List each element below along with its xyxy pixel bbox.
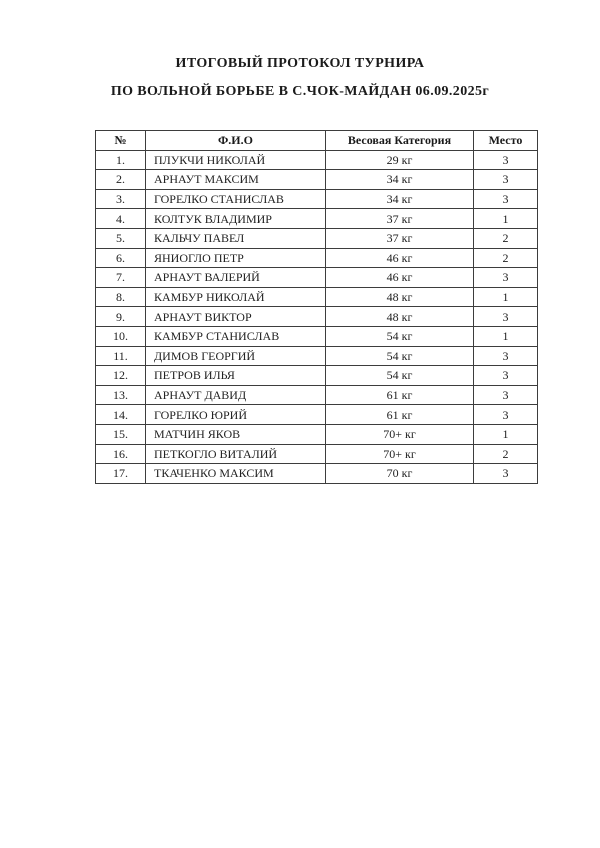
cell-weight-category: 46 кг (326, 268, 474, 288)
cell-row-number: 8. (96, 287, 146, 307)
cell-place: 2 (474, 248, 538, 268)
cell-place: 3 (474, 346, 538, 366)
header-number: № (96, 131, 146, 151)
cell-row-number: 13. (96, 385, 146, 405)
cell-row-number: 15. (96, 424, 146, 444)
table-row (96, 385, 538, 405)
cell-row-number: 10. (96, 326, 146, 346)
cell-weight-category: 54 кг (326, 366, 474, 386)
cell-row-number: 17. (96, 464, 146, 484)
cell-weight-category: 70+ кг (326, 444, 474, 464)
cell-athlete-name: ТКАЧЕНКО МАКСИМ (146, 464, 326, 484)
cell-athlete-name: ДИМОВ ГЕОРГИЙ (146, 346, 326, 366)
cell-athlete-name: ПЕТРОВ ИЛЬЯ (146, 366, 326, 386)
cell-row-number: 2. (96, 170, 146, 190)
header-weight-category: Весовая Категория (326, 131, 474, 151)
cell-place: 3 (474, 385, 538, 405)
table-row (96, 209, 538, 229)
document-title (0, 50, 600, 106)
cell-row-number: 12. (96, 366, 146, 386)
cell-weight-category: 46 кг (326, 248, 474, 268)
cell-athlete-name: ПЕТКОГЛО ВИТАЛИЙ (146, 444, 326, 464)
cell-athlete-name: КАМБУР НИКОЛАЙ (146, 287, 326, 307)
table-row (96, 424, 538, 444)
table-row (96, 248, 538, 268)
cell-weight-category: 48 кг (326, 287, 474, 307)
cell-weight-category: 61 кг (326, 385, 474, 405)
cell-athlete-name: МАТЧИН ЯКОВ (146, 424, 326, 444)
cell-place: 3 (474, 307, 538, 327)
cell-row-number: 4. (96, 209, 146, 229)
cell-row-number: 9. (96, 307, 146, 327)
cell-athlete-name: КАЛЬЧУ ПАВЕЛ (146, 228, 326, 248)
cell-place: 1 (474, 287, 538, 307)
header-place: Место (474, 131, 538, 151)
cell-place: 1 (474, 326, 538, 346)
cell-place: 3 (474, 189, 538, 209)
table-row (96, 444, 538, 464)
cell-row-number: 5. (96, 228, 146, 248)
cell-weight-category: 54 кг (326, 346, 474, 366)
table-row (96, 228, 538, 248)
cell-weight-category: 54 кг (326, 326, 474, 346)
cell-weight-category: 37 кг (326, 209, 474, 229)
cell-row-number: 14. (96, 405, 146, 425)
cell-place: 3 (474, 170, 538, 190)
table-row (96, 366, 538, 386)
table-row (96, 307, 538, 327)
table-row (96, 464, 538, 484)
header-name: Ф.И.О (146, 131, 326, 151)
cell-athlete-name: КАМБУР СТАНИСЛАВ (146, 326, 326, 346)
table-row (96, 268, 538, 288)
title-line-1: ИТОГОВЫЙ ПРОТОКОЛ ТУРНИРА (175, 56, 425, 71)
cell-weight-category: 70 кг (326, 464, 474, 484)
cell-row-number: 16. (96, 444, 146, 464)
cell-weight-category: 29 кг (326, 150, 474, 170)
cell-weight-category: 37 кг (326, 228, 474, 248)
cell-athlete-name: ГОРЕЛКО СТАНИСЛАВ (146, 189, 326, 209)
cell-athlete-name: КОЛТУК ВЛАДИМИР (146, 209, 326, 229)
cell-row-number: 6. (96, 248, 146, 268)
table-row (96, 346, 538, 366)
results-table (95, 130, 538, 484)
cell-row-number: 1. (96, 150, 146, 170)
cell-athlete-name: АРНАУТ МАКСИМ (146, 170, 326, 190)
cell-athlete-name: АРНАУТ ВИКТОР (146, 307, 326, 327)
cell-place: 3 (474, 150, 538, 170)
cell-weight-category: 34 кг (326, 170, 474, 190)
cell-place: 1 (474, 424, 538, 444)
table-row (96, 189, 538, 209)
cell-row-number: 3. (96, 189, 146, 209)
table-row (96, 150, 538, 170)
cell-place: 3 (474, 366, 538, 386)
cell-place: 3 (474, 405, 538, 425)
cell-weight-category: 34 кг (326, 189, 474, 209)
cell-athlete-name: ЯНИОГЛО ПЕТР (146, 248, 326, 268)
table-row (96, 287, 538, 307)
cell-row-number: 11. (96, 346, 146, 366)
title-line-2: ПО ВОЛЬНОЙ БОРЬБЕ В С.ЧОК-МАЙДАН 06.09.2025г (110, 84, 490, 99)
cell-weight-category: 70+ кг (326, 424, 474, 444)
cell-athlete-name: ПЛУКЧИ НИКОЛАЙ (146, 150, 326, 170)
cell-athlete-name: АРНАУТ ДАВИД (146, 385, 326, 405)
table-row (96, 170, 538, 190)
table-row (96, 405, 538, 425)
cell-athlete-name: АРНАУТ ВАЛЕРИЙ (146, 268, 326, 288)
cell-place: 3 (474, 268, 538, 288)
table-header-row (96, 131, 538, 151)
cell-place: 3 (474, 464, 538, 484)
cell-place: 1 (474, 209, 538, 229)
cell-place: 2 (474, 444, 538, 464)
cell-weight-category: 48 кг (326, 307, 474, 327)
table-row (96, 326, 538, 346)
cell-place: 2 (474, 228, 538, 248)
cell-row-number: 7. (96, 268, 146, 288)
table-body (96, 150, 538, 483)
cell-athlete-name: ГОРЕЛКО ЮРИЙ (146, 405, 326, 425)
cell-weight-category: 61 кг (326, 405, 474, 425)
